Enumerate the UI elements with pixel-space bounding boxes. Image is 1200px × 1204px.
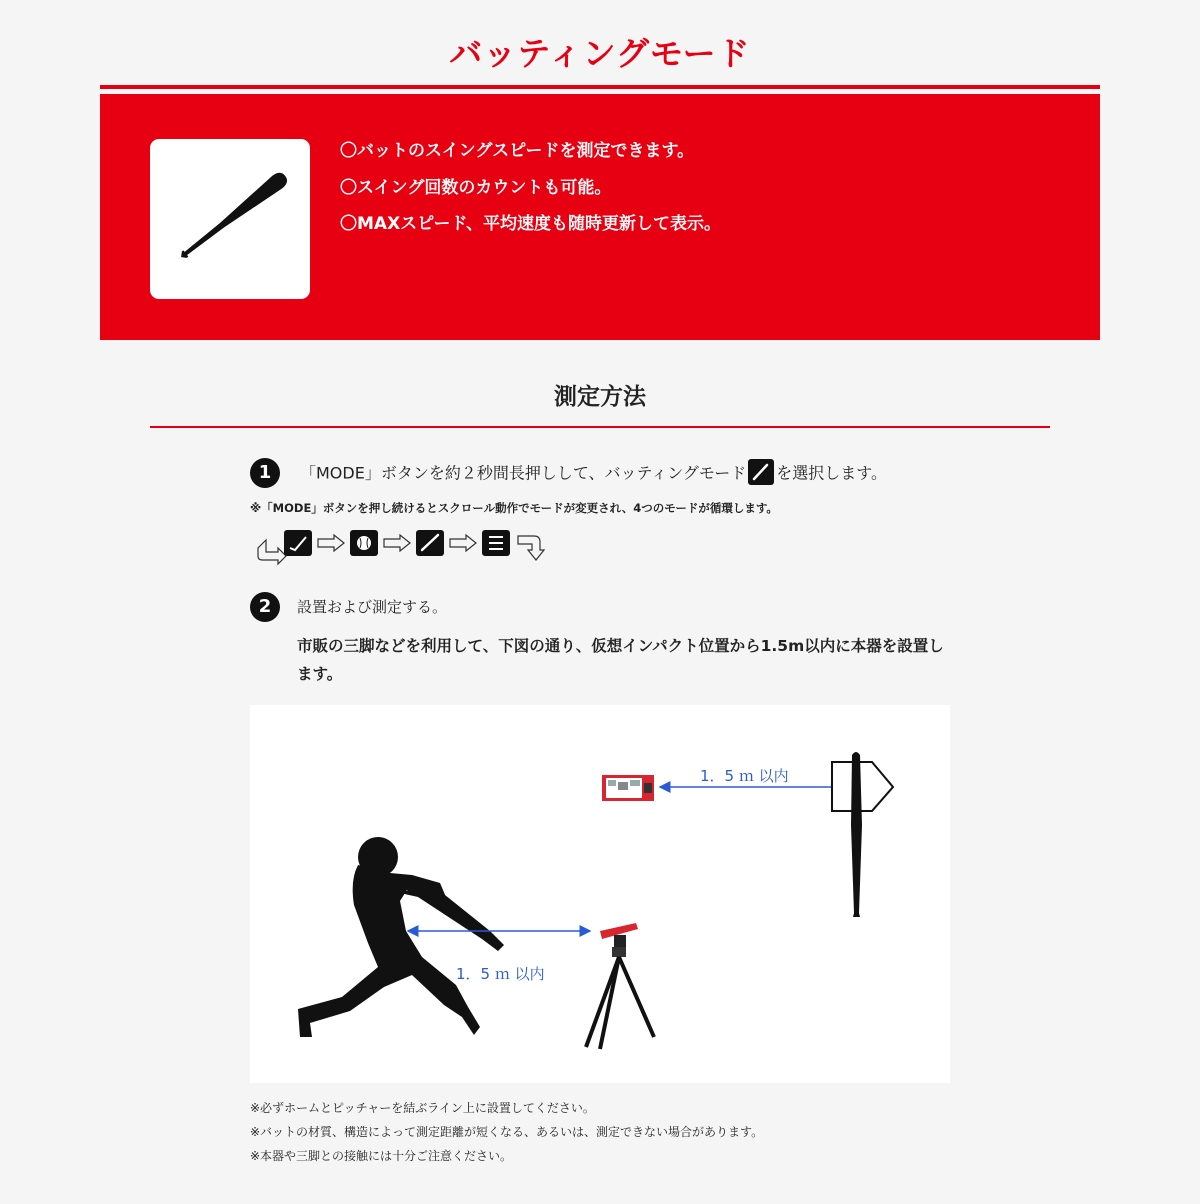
list-mode-icon: [482, 530, 510, 556]
distance-label-top: 1．5 ｍ 以内: [700, 767, 789, 785]
baseball-bat-icon: [150, 139, 310, 299]
arrow-right-icon: [318, 535, 344, 551]
feature-list: [340, 140, 721, 250]
mode-cycle-diagram: [248, 528, 550, 568]
step-1-text-after: を選択します。: [776, 463, 888, 483]
device-top-icon: [602, 775, 654, 801]
ball-mode-icon: [350, 530, 378, 556]
footnote-item: ※必ずホームとピッチャーを結ぶライン上に設置してください。: [250, 1101, 595, 1115]
distance-label-bottom: 1．5 ｍ 以内: [456, 965, 545, 983]
feature-panel: [100, 94, 1100, 340]
arrow-right-icon: [384, 535, 410, 551]
footnotes: [250, 1096, 763, 1168]
feature-item: 〇スイング回数のカウントも可能。: [340, 177, 612, 198]
step-2-text: 設置および測定する。: [297, 598, 448, 616]
bat-mode-icon: [416, 530, 444, 556]
page-title: バッティングモード: [449, 34, 751, 73]
section-divider: [150, 426, 1050, 428]
arrow-right-icon: [450, 535, 476, 551]
cycle-return-arrow-left-icon: [258, 540, 286, 564]
section-title: 測定方法: [554, 384, 646, 410]
tripod-with-device: [586, 923, 654, 1049]
batter-silhouette: [298, 837, 504, 1037]
footnote-item: ※バットの材質、構造によって測定距離が短くなる、あるいは、測定できない場合があります。: [250, 1125, 764, 1139]
step-1-badge: 1: [250, 458, 280, 488]
feature-item: 〇MAXスピード、平均速度も随時更新して表示。: [340, 214, 721, 234]
golf-mode-icon: [284, 530, 312, 556]
feature-item: 〇バットのスイングスピードを測定できます。: [340, 141, 695, 161]
footnote-item: ※本器や三脚との接触には十分ご注意ください。: [250, 1149, 513, 1163]
bat-mode-icon: [748, 459, 774, 485]
step-2-badge: 2: [250, 592, 280, 622]
standing-bat-icon: [851, 752, 862, 917]
title-divider: [100, 85, 1100, 89]
step-2-instruction: 市販の三脚などを利用して、下図の通り、仮想インパクト位置から1.5m以内に本器を設置します。: [297, 637, 944, 683]
bat-card: [150, 139, 310, 299]
setup-diagram: [250, 705, 950, 1083]
home-plate-icon: [832, 762, 893, 811]
step-1-text-before: 「MODE」ボタンを約２秒間長押しして、バッティングモード: [300, 463, 747, 483]
step-1-text: [300, 461, 887, 487]
cycle-return-arrow-right-icon: [518, 536, 544, 560]
mode-cycle-note: ※「MODE」ボタンを押し続けるとスクロール動作でモードが変更され、4つのモードが循環します。: [250, 501, 778, 515]
setup-illustration: [250, 705, 950, 1083]
